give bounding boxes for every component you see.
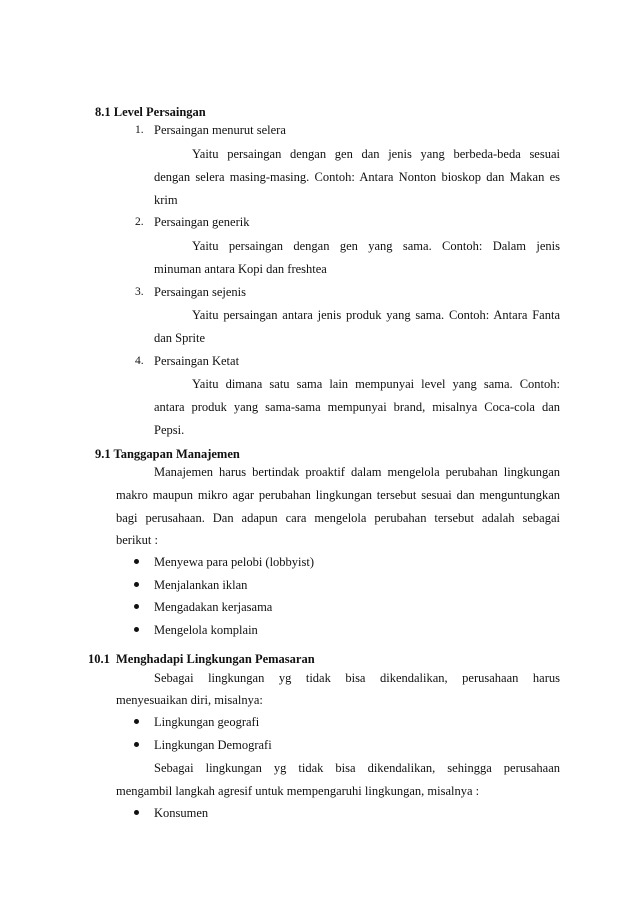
bullet-icon bbox=[134, 810, 139, 815]
paragraph-line: Pepsi. bbox=[154, 423, 185, 437]
paragraph-line: berikut : bbox=[116, 533, 159, 547]
paragraph-line: krim bbox=[154, 193, 178, 207]
bullet-item: Mengadakan kerjasama bbox=[154, 600, 273, 614]
paragraph-line: Yaitu persaingan dengan gen dan jenis yang berbeda-beda sesuai bbox=[192, 147, 560, 161]
item-number: 4. bbox=[135, 355, 144, 367]
bullet-item: Konsumen bbox=[154, 806, 209, 820]
item-title: Persaingan generik bbox=[154, 215, 250, 229]
bullet-icon bbox=[134, 582, 139, 587]
section-10-heading: Menghadapi Lingkungan Pemasaran bbox=[116, 652, 315, 666]
bullet-icon bbox=[134, 559, 139, 564]
item-title: Persaingan menurut selera bbox=[154, 123, 286, 137]
paragraph-line: makro maupun mikro agar perubahan lingkungan tersebut sesuai dan menguntungkan bbox=[116, 488, 560, 502]
bullet-item: Menyewa para pelobi (lobbyist) bbox=[154, 555, 315, 569]
paragraph-line: Yaitu persaingan antara jenis produk yang sama. Contoh: Antara Fanta bbox=[192, 308, 560, 322]
paragraph-line: dan Sprite bbox=[154, 331, 206, 345]
bullet-item: Menjalankan iklan bbox=[154, 578, 248, 592]
bullet-icon bbox=[134, 742, 139, 747]
bullet-item: Lingkungan Demografi bbox=[154, 738, 272, 752]
bullet-icon bbox=[134, 604, 139, 609]
paragraph-line: dengan selera masing-masing. Contoh: Antara Nonton bioskop dan Makan es bbox=[154, 170, 560, 184]
paragraph-line: Sebagai lingkungan yg tidak bisa dikendalikan, perusahaan harus bbox=[154, 671, 560, 685]
item-number: 1. bbox=[135, 124, 144, 136]
item-title: Persaingan sejenis bbox=[154, 285, 246, 299]
bullet-icon bbox=[134, 719, 139, 724]
section-9-heading: 9.1 Tanggapan Manajemen bbox=[95, 447, 240, 461]
bullet-icon bbox=[134, 627, 139, 632]
item-number: 2. bbox=[135, 216, 144, 228]
paragraph-line: Yaitu persaingan dengan gen yang sama. Contoh: Dalam jenis bbox=[192, 239, 560, 253]
item-number: 3. bbox=[135, 286, 144, 298]
section-8-heading: 8.1 Level Persaingan bbox=[95, 105, 206, 119]
paragraph-line: menyesuaikan diri, misalnya: bbox=[116, 693, 263, 707]
section-10-number: 10.1 bbox=[88, 652, 110, 666]
paragraph-line: Manajemen harus bertindak proaktif dalam mengelola perubahan lingkungan bbox=[154, 465, 560, 479]
bullet-item: Mengelola komplain bbox=[154, 623, 258, 637]
item-title: Persaingan Ketat bbox=[154, 354, 240, 368]
paragraph-line: minuman antara Kopi dan freshtea bbox=[154, 262, 327, 276]
paragraph-line: Yaitu dimana satu sama lain mempunyai level yang sama. Contoh: bbox=[192, 377, 560, 391]
paragraph-line: antara produk yang sama-sama mempunyai brand, misalnya Coca-cola dan bbox=[154, 400, 560, 414]
paragraph-line: mengambil langkah agresif untuk mempengaruhi lingkungan, misalnya : bbox=[116, 784, 480, 798]
paragraph-line: bagi perusahaan. Dan adapun cara mengelola perubahan tersebut adalah sebagai bbox=[116, 511, 560, 525]
paragraph-line: Sebagai lingkungan yg tidak bisa dikendalikan, sehingga perusahaan bbox=[154, 761, 560, 775]
bullet-item: Lingkungan geografi bbox=[154, 715, 260, 729]
